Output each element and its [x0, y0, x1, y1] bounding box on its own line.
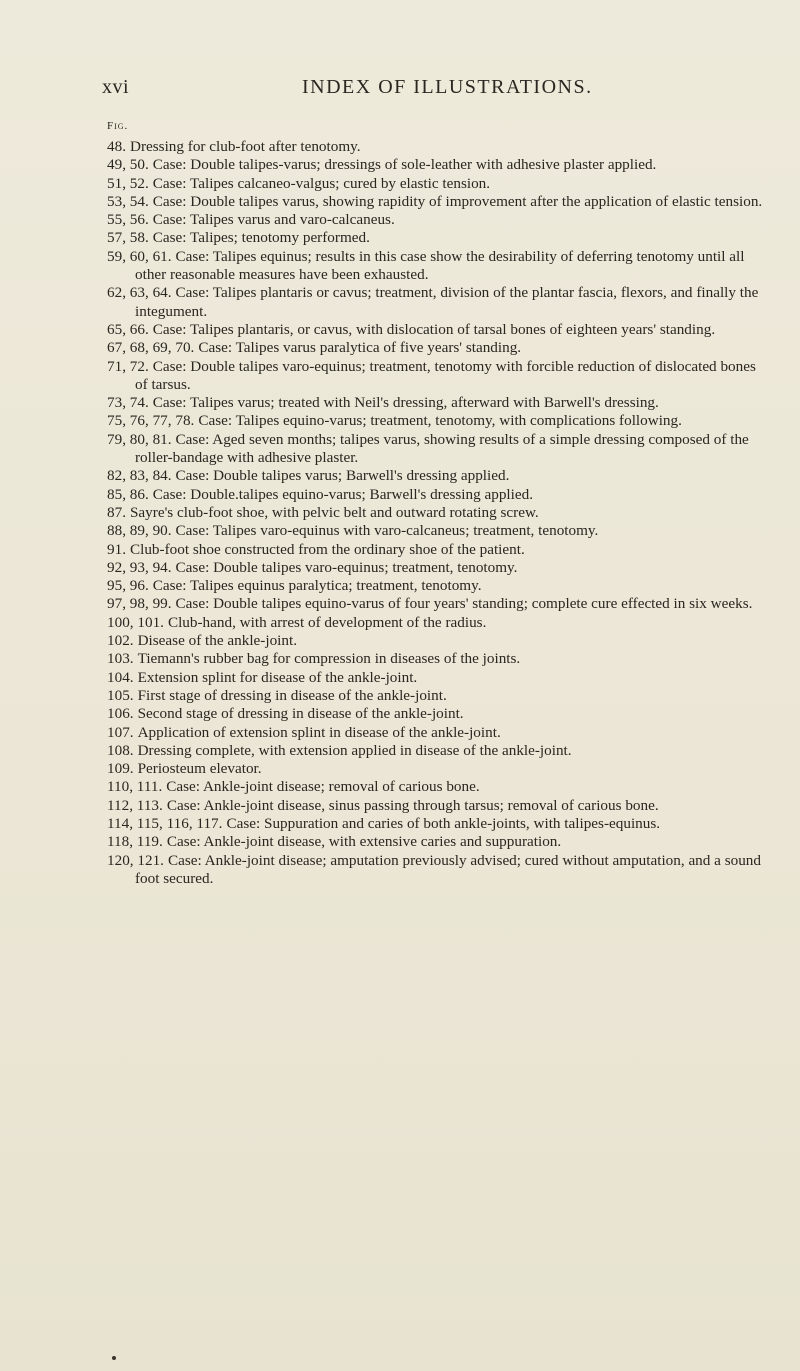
index-entry — [107, 705, 767, 723]
figure-numbers: 92, 93, 94. — [107, 558, 172, 576]
figure-caption: Case: Talipes varus and varo-calcaneus. — [152, 211, 395, 229]
figure-caption: Case: Double talipes varus; Barwell's dressing applied. — [175, 467, 510, 485]
figure-numbers: 106. — [107, 705, 134, 723]
index-entry — [107, 467, 767, 485]
figure-caption: Case: Talipes equinus; results in this case show the desirability of deferring tenotomy until all other reasonable measures have been exhausted. — [135, 247, 745, 284]
figure-caption: Case: Ankle-joint disease, sinus passing through tarsus; removal of carious bone. — [166, 796, 659, 814]
index-entry — [107, 815, 767, 833]
figure-caption: Case: Talipes plantaris or cavus; treatment, division of the plantar fascia, flexors, and finally the integument. — [135, 284, 759, 320]
figure-numbers: 79, 80, 81. — [107, 430, 172, 448]
figure-numbers: 67, 68, 69, 70. — [107, 339, 195, 357]
index-entry — [107, 724, 767, 742]
figure-caption: Case: Talipes equino-varus; treatment, tenotomy, with complications following. — [198, 412, 682, 430]
figure-caption: Case: Talipes; tenotomy performed. — [152, 229, 370, 247]
page-header — [102, 76, 762, 106]
figure-caption: Case: Talipes varo-equinus with varo-calcaneus; treatment, tenotomy. — [175, 522, 599, 540]
illustration-index-list — [107, 138, 767, 888]
index-entry — [107, 504, 767, 522]
index-entry — [107, 595, 767, 613]
index-entry — [107, 229, 767, 247]
index-entry — [107, 211, 767, 229]
index-entry — [107, 669, 767, 687]
figure-numbers: 82, 83, 84. — [107, 467, 172, 485]
figure-caption: Case: Double talipes varus, showing rapidity of improvement after the application of elastic tension. — [152, 192, 763, 210]
index-entry — [107, 577, 767, 595]
index-entry — [107, 156, 767, 174]
figure-numbers: 75, 76, 77, 78. — [107, 412, 195, 430]
figure-caption: Dressing for club-foot after tenotomy. — [129, 138, 361, 155]
figure-caption: First stage of dressing in disease of the ankle-joint. — [137, 686, 447, 704]
figure-numbers: 118, 119. — [107, 833, 163, 851]
figure-numbers: 53, 54. — [107, 192, 149, 210]
figure-caption: Case: Double talipes varo-equinus; treatment, tenotomy. — [175, 558, 518, 576]
figure-numbers: 102. — [107, 632, 134, 650]
index-entry — [107, 760, 767, 778]
index-entry — [107, 632, 767, 650]
index-entry — [107, 559, 767, 577]
index-entry — [107, 138, 767, 156]
index-entry — [107, 431, 767, 468]
figure-numbers: 103. — [107, 650, 134, 668]
figure-caption: Dressing complete, with extension applied in disease of the ankle-joint. — [137, 741, 572, 759]
index-entry — [107, 797, 767, 815]
figure-numbers: 110, 111. — [107, 778, 163, 796]
figure-caption: Case: Double.talipes equino-varus; Barwell's dressing applied. — [152, 485, 533, 503]
index-entry — [107, 175, 767, 193]
figure-caption: Application of extension splint in disease of the ankle-joint. — [137, 723, 501, 741]
index-entry — [107, 358, 767, 395]
figure-caption: Case: Double talipes-varus; dressings of sole-leather with adhesive plaster applied. — [152, 156, 657, 174]
figure-caption: Periosteum elevator. — [137, 760, 262, 778]
index-entry — [107, 339, 767, 357]
figure-numbers: 88, 89, 90. — [107, 522, 172, 540]
running-title: INDEX OF ILLUSTRATIONS. — [302, 76, 593, 98]
figure-numbers: 120, 121. — [107, 851, 164, 869]
index-entry — [107, 193, 767, 211]
index-entry — [107, 522, 767, 540]
figure-numbers: 62, 63, 64. — [107, 284, 172, 302]
figure-numbers: 57, 58. — [107, 229, 149, 247]
figure-numbers: 71, 72. — [107, 357, 149, 375]
index-entry — [107, 321, 767, 339]
index-entry — [107, 778, 767, 796]
figure-caption: Case: Talipes equinus paralytica; treatment, tenotomy. — [152, 577, 482, 595]
index-entry — [107, 687, 767, 705]
figure-numbers: 59, 60, 61. — [107, 247, 172, 265]
figure-caption: Case: Suppuration and caries of both ankle-joints, with talipes-equinus. — [226, 814, 661, 832]
figure-numbers: 114, 115, 116, 117. — [107, 814, 223, 832]
figure-numbers: 73, 74. — [107, 394, 149, 412]
figure-caption: Tiemann's rubber bag for compression in diseases of the joints. — [137, 650, 521, 668]
figure-caption: Second stage of dressing in disease of the ankle-joint. — [137, 705, 464, 723]
index-entry — [107, 614, 767, 632]
figure-numbers: 85, 86. — [107, 485, 149, 503]
figure-numbers: 87. — [107, 503, 126, 521]
figure-caption: Case: Double talipes equino-varus of four years' standing; complete cure effected in six weeks. — [175, 595, 753, 613]
figure-numbers: 108. — [107, 741, 134, 759]
page-number: xvi — [102, 76, 130, 98]
figure-caption: Case: Talipes varus paralytica of five years' standing. — [198, 339, 522, 357]
figure-caption: Case: Aged seven months; talipes varus, showing results of a simple dressing composed of the roller-bandage with adhesive plaster. — [135, 430, 749, 467]
figure-caption: Case: Talipes plantaris, or cavus, with dislocation of tarsal bones of eighteen years' standing. — [152, 320, 716, 338]
index-entry — [107, 852, 767, 889]
figure-numbers: 55, 56. — [107, 211, 149, 229]
figure-caption: Case: Talipes varus; treated with Neil's dressing, afterward with Barwell's dressing. — [152, 394, 659, 412]
figure-numbers: 91. — [107, 540, 126, 558]
fig-column-label: Fig. — [107, 120, 129, 132]
figure-numbers: 49, 50. — [107, 156, 149, 174]
index-entry — [107, 650, 767, 668]
index-entry — [107, 742, 767, 760]
page-mark — [112, 1356, 116, 1360]
figure-numbers: 95, 96. — [107, 577, 149, 595]
figure-numbers: 97, 98, 99. — [107, 595, 172, 613]
figure-caption: Case: Talipes calcaneo-valgus; cured by elastic tension. — [152, 174, 491, 192]
figure-caption: Case: Double talipes varo-equinus; treatment, tenotomy with forcible reduction of dislocated bones of tarsus. — [135, 357, 756, 393]
figure-numbers: 51, 52. — [107, 174, 149, 192]
figure-numbers: 105. — [107, 686, 134, 704]
figure-numbers: 107. — [107, 723, 134, 741]
figure-numbers: 112, 113. — [107, 796, 163, 814]
figure-caption: Club-foot shoe constructed from the ordinary shoe of the patient. — [129, 540, 525, 558]
figure-numbers: 65, 66. — [107, 320, 149, 338]
figure-caption: Case: Ankle-joint disease; amputation previously advised; cured without amputation, and a sound foot secured. — [135, 851, 761, 887]
index-entry — [107, 248, 767, 285]
index-entry — [107, 486, 767, 504]
figure-numbers: 104. — [107, 668, 134, 686]
index-entry — [107, 541, 767, 559]
figure-caption: Disease of the ankle-joint. — [137, 632, 297, 650]
figure-caption: Sayre's club-foot shoe, with pelvic belt and outward rotating screw. — [129, 503, 539, 521]
figure-caption: Case: Ankle-joint disease; removal of carious bone. — [166, 778, 480, 796]
figure-numbers: 109. — [107, 760, 134, 778]
figure-numbers: 48. — [107, 138, 126, 155]
figure-caption: Case: Ankle-joint disease, with extensive caries and suppuration. — [166, 833, 562, 851]
figure-numbers: 100, 101. — [107, 613, 164, 631]
index-entry — [107, 833, 767, 851]
figure-caption: Club-hand, with arrest of development of the radius. — [167, 613, 487, 631]
index-entry — [107, 394, 767, 412]
index-entry — [107, 284, 767, 321]
figure-caption: Extension splint for disease of the ankle-joint. — [137, 668, 418, 686]
index-entry — [107, 412, 767, 430]
